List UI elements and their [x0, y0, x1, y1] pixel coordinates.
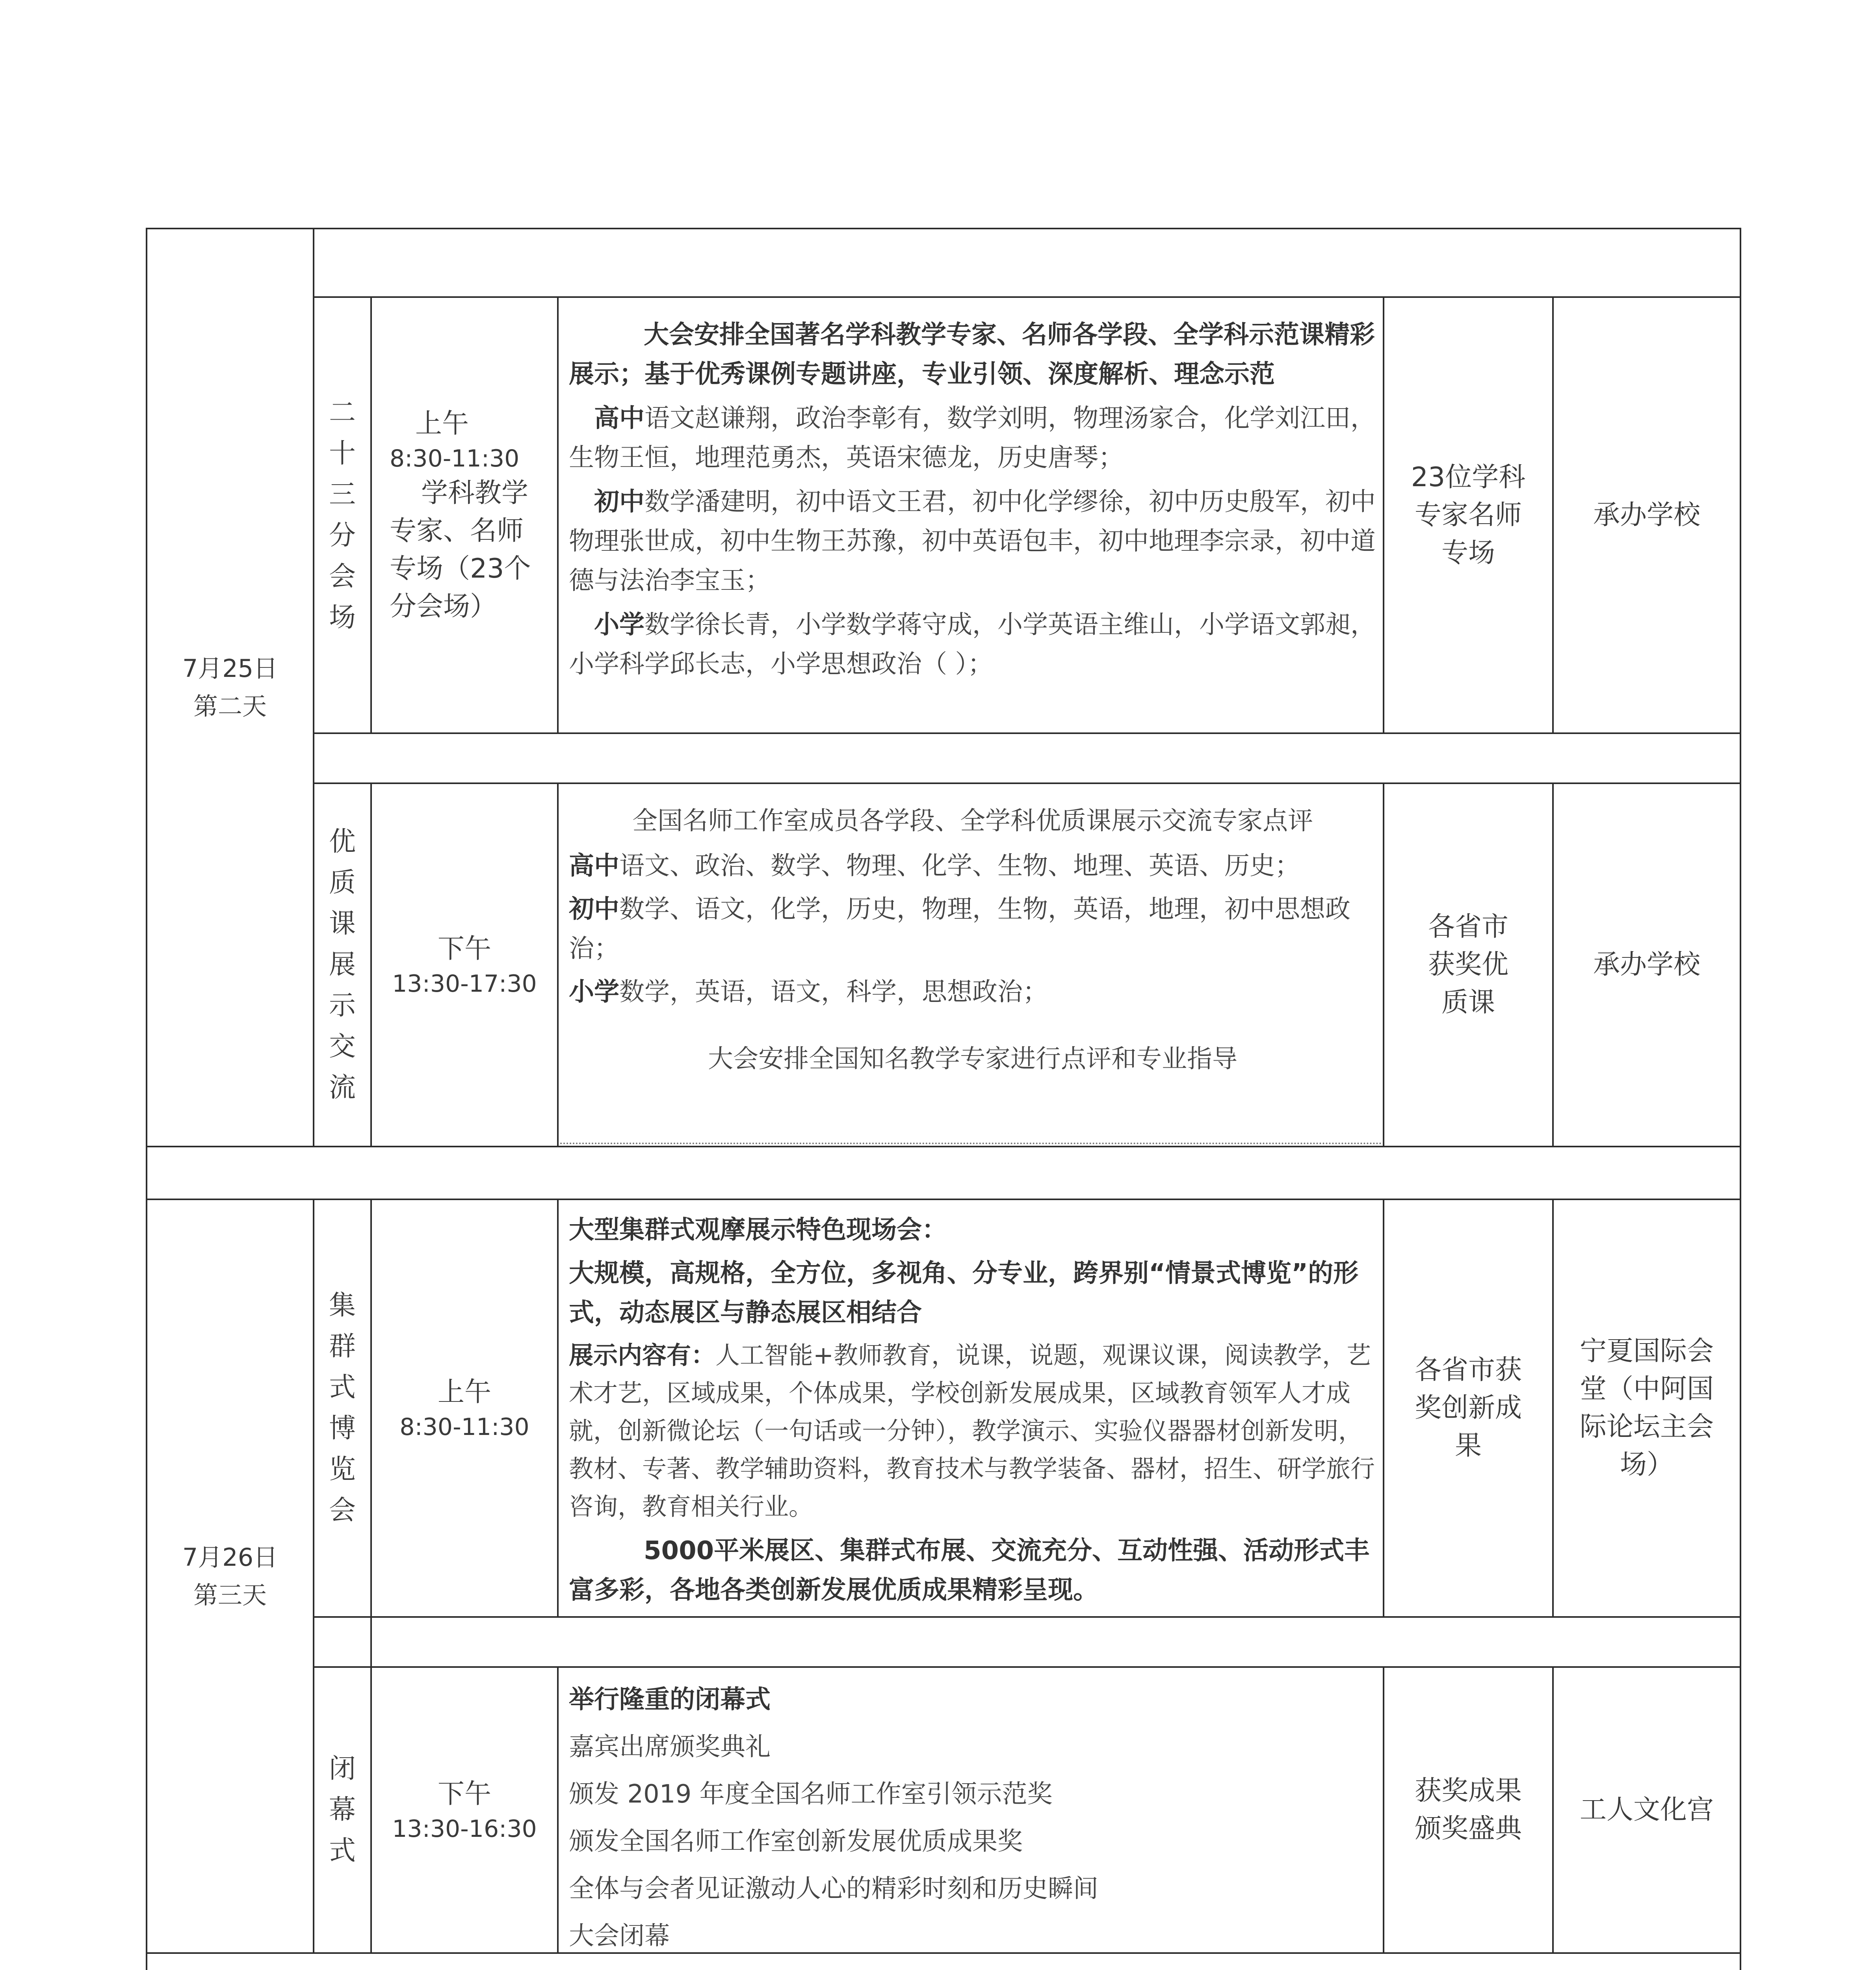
day3-session2-time-cell — [372, 1668, 557, 1952]
session-note: 学科教学专家、名师专场（23个分会场） — [390, 477, 531, 622]
desc-line: 大会闭幕 — [569, 1922, 670, 1951]
desc-line: 嘉宾出席颁奖典礼 — [569, 1732, 771, 1762]
period-label: 上午 — [415, 408, 469, 439]
desc-primary: 小学数学徐长青，小学数学蒋守成，小学英语主维山，小学语文郭昶，小学科学邱长志，小学思想政治（ ）； — [569, 610, 1376, 679]
desc-line: 举行隆重的闭幕式 — [569, 1685, 771, 1714]
desc-line: 颁发全国名师工作室创新发展优质成果奖 — [569, 1827, 1023, 1856]
day2-session2-description — [569, 801, 1376, 1079]
day2-date-cell — [147, 229, 313, 1146]
day3-session1-description — [569, 1210, 1376, 1610]
day2-session1-participants: 23位学科专家名师专场 — [1411, 461, 1526, 569]
time-label: 13:30-16:30 — [392, 1815, 537, 1843]
day3-session1-venue: 宁夏国际会堂（中阿国际论坛主会场） — [1579, 1336, 1714, 1480]
desc-footer: 5000平米展区、集群式布展、交流充分、互动性强、活动形式丰富多彩，各地各类创新发展优质成果精彩呈现。 — [569, 1536, 1370, 1605]
day3-date-cell — [147, 1200, 313, 1952]
desc-footer: 大会安排全国知名教学专家进行点评和专业指导 — [708, 1044, 1237, 1074]
period-label: 下午 — [437, 1779, 491, 1810]
time-label: 13:30-17:30 — [392, 970, 537, 998]
col-divider — [557, 296, 559, 732]
desc-high: 高中语文、政治、数学、物理、化学、生物、地理、英语、历史； — [569, 851, 1300, 881]
day2-session1-description — [569, 315, 1376, 684]
day2-session1-name: 二 十 三 分 会 场 — [329, 397, 356, 633]
row-divider — [147, 1146, 1740, 1147]
desc-high: 高中语文赵谦翔，政治李彰有，数学刘明，物理汤家合，化学刘江田，生物王恒，地理范勇杰，英语宋德龙，历史唐琴； — [569, 404, 1376, 472]
row-divider — [313, 732, 1740, 734]
day2-session2-name: 优 质 课 展 示 交 流 — [329, 826, 356, 1103]
desc-middle: 初中数学潘建明，初中语文王君，初中化学缪徐，初中历史殷军，初中物理张世成，初中生物王苏豫，初中英语包丰，初中地理李宗录，初中道德与法治李宝玉； — [569, 487, 1376, 595]
desc-primary: 小学数学，英语，语文，科学，思想政治； — [569, 978, 1048, 1007]
desc-heading: 全国名师工作室成员各学段、全学科优质课展示交流专家点评 — [632, 807, 1313, 836]
day2-date: 7月25日 — [182, 654, 278, 683]
schedule-table — [146, 228, 1741, 1970]
col-divider — [557, 782, 559, 1146]
desc-heading: 大型集群式观摩展示特色现场会： — [569, 1215, 947, 1245]
day2-session1-venue: 承办学校 — [1593, 499, 1700, 531]
day3-day: 第三天 — [193, 1580, 267, 1609]
day2-session2-time-cell — [372, 784, 557, 1146]
col-divider — [557, 1199, 559, 1616]
day3-session1-name: 集 群 式 博 览 会 — [329, 1290, 356, 1526]
day3-session2-description — [569, 1676, 1376, 1960]
day3-session1-time-cell — [372, 1200, 557, 1616]
time-label: 8:30-11:30 — [390, 444, 520, 472]
period-label: 下午 — [437, 933, 491, 965]
desc-heading: 大会安排全国著名学科教学专家、名师各学段、全学科示范课精彩展示；基于优秀课例专题讲座，专业引领、深度解析、理念示范 — [569, 320, 1375, 389]
desc-sub: 大规模，高规格，全方位，多视角、分专业，跨界别“情景式博览”的形式，动态展区与静态展区相结合 — [569, 1259, 1359, 1327]
time-label: 8:30-11:30 — [399, 1413, 529, 1441]
period-label: 上午 — [437, 1377, 491, 1408]
day3-session2-venue: 工人文化宫 — [1579, 1794, 1714, 1825]
day3-session2-name: 闭 幕 式 — [329, 1753, 356, 1866]
col-divider — [557, 1666, 559, 1952]
desc-line: 颁发 2019 年度全国名师工作室引领示范奖 — [569, 1780, 1053, 1809]
desc-content: 展示内容有：人工智能+教师教育，说课，说题，观课议课，阅读教学，艺术才艺，区域成果，个体成果，学校创新发展成果，区域教育领军人才成就，创新微论坛（一句话或一分钟），教学演示、实验仪器器材创新发明，教材、专著、教学辅助资料，教育技术与教学装备、器材，招生、研学旅行咨询，教育相关行业。 — [569, 1341, 1375, 1521]
day3-session1-participants: 各省市获奖创新成果 — [1414, 1355, 1522, 1461]
day2-day: 第二天 — [193, 692, 267, 721]
day2-session2-participants: 各省市获奖优质课 — [1428, 911, 1508, 1018]
dotted-divider — [560, 1143, 1382, 1144]
day3-date: 7月26日 — [182, 1543, 278, 1572]
desc-line: 全体与会者见证激动人心的精彩时刻和历史瞬间 — [569, 1874, 1098, 1903]
day2-session2-venue: 承办学校 — [1593, 949, 1700, 980]
desc-middle: 初中数学、语文，化学，历史，物理，生物，英语，地理，初中思想政治； — [569, 895, 1350, 963]
day2-session1-time-cell — [372, 298, 557, 732]
day3-session2-participants: 获奖成果颁奖盛典 — [1414, 1775, 1522, 1844]
row-divider — [313, 1616, 1740, 1618]
